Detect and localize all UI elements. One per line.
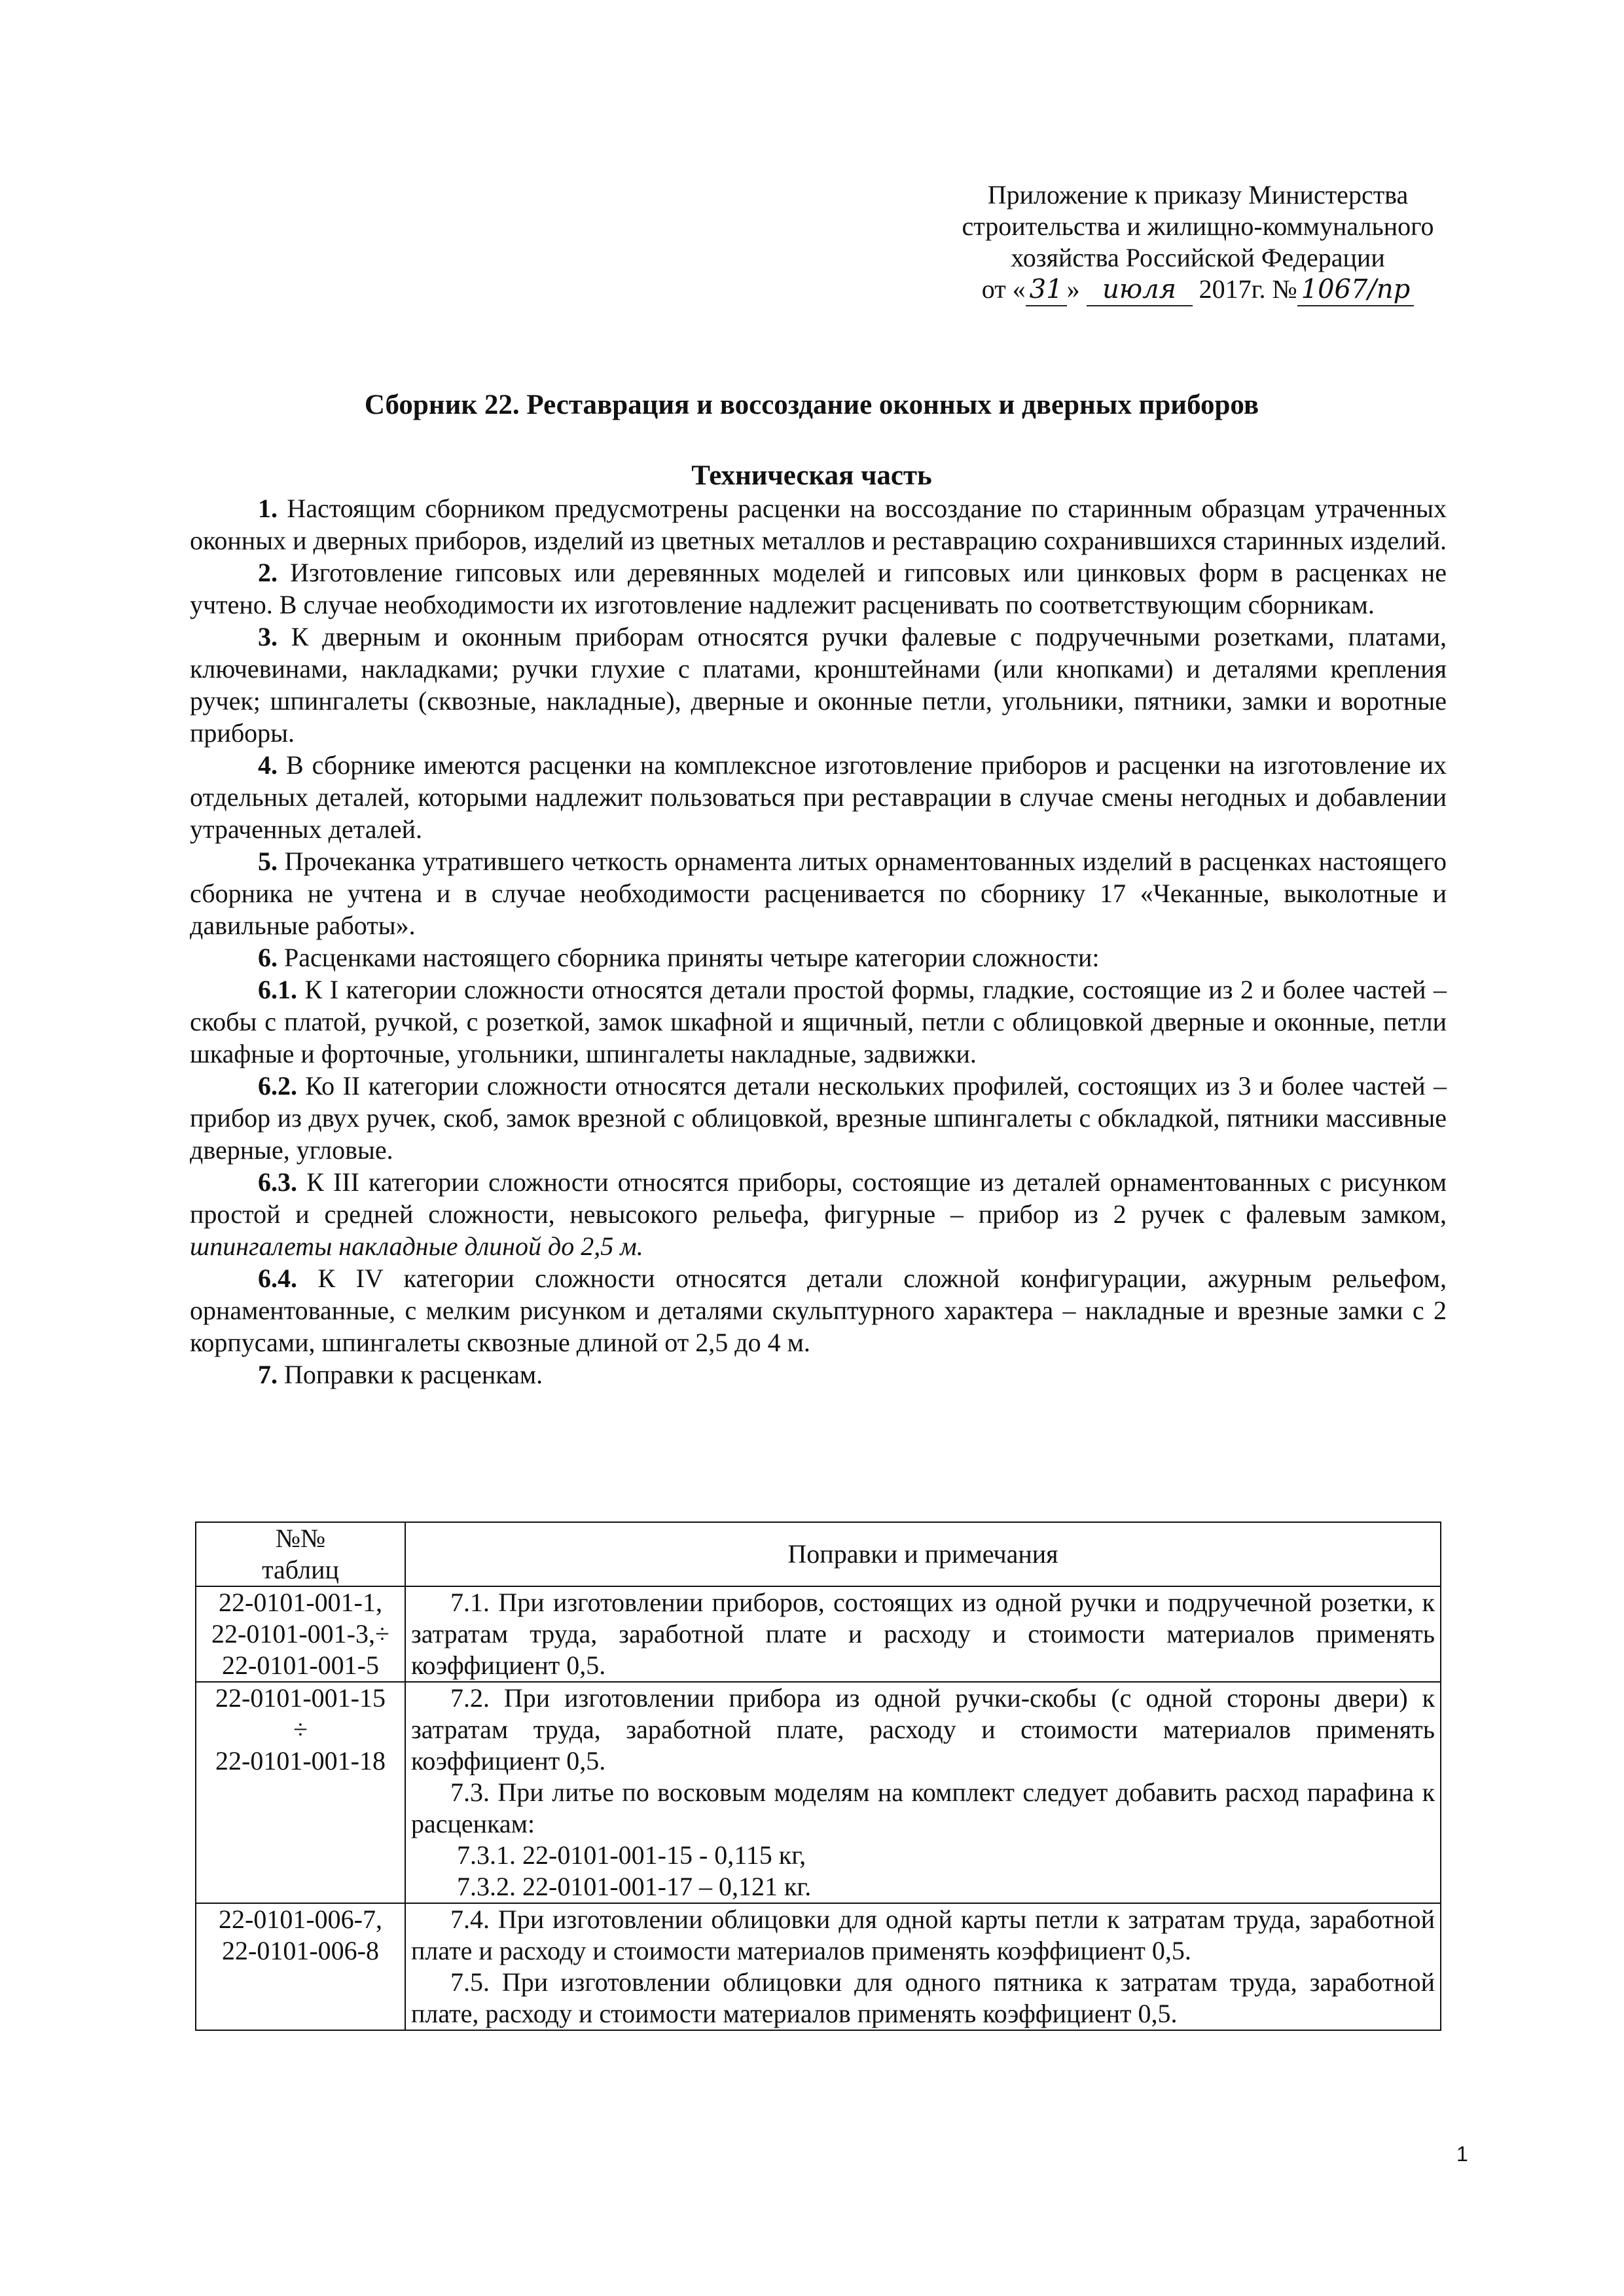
paragraph-number: 6.4.: [258, 1264, 297, 1293]
handwritten-month: июля: [1087, 274, 1193, 306]
table-numbers-cell: [196, 1903, 405, 2030]
note-text: 7.2. При изготовлении прибора из одной ручки-скобы (с одной стороны двери) к затратам труда, заработной плате, расходу и стоимости материалов применять коэффициент 0,5.: [411, 1683, 1435, 1776]
paragraph-text: Расценками настоящего сборника приняты четыре категории сложности:: [278, 943, 1100, 972]
paragraph-text: В сборнике имеются расценки на комплексное изготовление приборов и расценки на изготовление их отдельных деталей, которыми надлежит пользоваться при реставрации в случае смены негодных и добавлении утраченных деталей.: [190, 750, 1447, 844]
appendix-line-3: хозяйства Российской Федерации: [1011, 243, 1385, 272]
table-numbers-cell: [196, 1586, 405, 1682]
note-subitem: 7.3.2. 22-0101-001-17 – 0,121 кг.: [457, 1872, 812, 1901]
header-numbers-line-1: №№: [275, 1523, 326, 1553]
note-subitem: 7.3.1. 22-0101-001-15 - 0,115 кг,: [457, 1840, 806, 1870]
note-text: 7.5. При изготовлении облицовки для одного пятника к затратам труда, заработной плате, расходу и стоимости материалов применять коэффициент 0,5.: [411, 1967, 1435, 2028]
table-header-row: [196, 1522, 1441, 1586]
year-text: 2017г. №: [1199, 274, 1297, 304]
notes-cell: [405, 1903, 1441, 2030]
paragraph-text: Настоящим сборником предусмотрены расценки на воссоздание по старинным образцам утраченных оконных и дверных приборов, изделий из цветных металлов и реставрацию сохранившихся старинных изделий.: [190, 494, 1447, 555]
paragraph-text: К III категории сложности относятся приборы, состоящие из деталей орнаментованных с рисунком простой и средней сложности, невысокого рельефа, фигурные – прибор из 2 ручек с фалевым замком,: [190, 1167, 1447, 1229]
paragraph-number: 4.: [258, 750, 278, 780]
table-number: 22-0101-001-3,÷: [211, 1619, 389, 1649]
paragraph-text: К IV категории сложности относятся детали сложной конфигурации, ажурным рельефом, орнаментованные, с мелким рисунком и деталями скульптурного характера – накладные и врезные замки с 2 корпусами, шпингалеты сквозные длиной от 2,5 до 4 м.: [190, 1264, 1447, 1357]
paragraph-number: 6.3.: [258, 1167, 297, 1197]
paragraph-text: К дверным и оконным приборам относятся ручки фалевые с подручечными розетками, платами, ключевинами, накладками; ручки глухие с платами, кронштейнами (или кнопками) и деталями крепления ручек; шпингалеты (сквозные, накладные), дверные и оконные петли, угольники, пятники, замки и воротные приборы.: [190, 622, 1447, 748]
header-notes: Поправки и примечания: [405, 1522, 1441, 1586]
table-number: 22-0101-001-15: [215, 1683, 386, 1713]
paragraph-number: 7.: [258, 1360, 278, 1389]
table-numbers-cell: [196, 1682, 405, 1903]
document-title: Сборник 22. Реставрация и воссоздание оконных и дверных приборов: [364, 390, 1259, 420]
paragraph-text: Поправки к расценкам.: [278, 1360, 543, 1389]
paragraph-text: Прочеканка утратившего четкость орнамента литых орнаментованных изделий в расценках настоящего сборника не учтена и в случае необходимости расценивается по сборнику 17 «Чеканные, выколотные и давильные работы».: [190, 847, 1447, 940]
table-number: 22-0101-001-5: [222, 1650, 379, 1680]
table-number: 22-0101-001-1,: [219, 1588, 382, 1617]
table-number: 22-0101-001-18: [215, 1746, 386, 1776]
paragraph: [190, 845, 1447, 941]
paragraph-number: 6.1.: [258, 975, 297, 1004]
paragraph-number: 6.2.: [258, 1071, 297, 1101]
date-mid: »: [1066, 274, 1087, 304]
page-number: 1: [1456, 2142, 1468, 2166]
paragraph-number: 6.: [258, 943, 278, 972]
table-row: [196, 1586, 1441, 1682]
table-number: 22-0101-006-7,: [219, 1904, 382, 1934]
table-row: [196, 1903, 1441, 2030]
appendix-date-line: [916, 274, 1479, 306]
paragraph: [190, 749, 1447, 845]
paragraph-text: Изготовление гипсовых или деревянных моделей и гипсовых или цинковых форм в расценках не учтено. В случае необходимости их изготовление надлежит расценивать по соответствующим сборникам.: [190, 558, 1447, 619]
handwritten-order-number: 1067/пр: [1297, 274, 1415, 306]
paragraph: [190, 1262, 1447, 1358]
appendix-line-2: строительства и жилищно-коммунального: [962, 211, 1434, 241]
date-prefix: от «: [981, 274, 1026, 304]
corrections-table: [195, 1522, 1441, 2031]
paragraph: [190, 556, 1447, 621]
note-text: 7.1. При изготовлении приборов, состоящих из одной ручки и подручечной розетки, к затратам труда, заработной плате и расходу и стоимости материалов применять коэффициент 0,5.: [411, 1588, 1435, 1680]
paragraph-text: К I категории сложности относятся детали простой формы, гладкие, состоящие из 2 и более частей – скобы с платой, ручкой, с розеткой, замок шкафной и ящичный, петли с облицовкой дверные и оконные, петли шкафные и форточные, угольники, шпингалеты накладные, задвижки.: [190, 975, 1447, 1068]
paragraph: [190, 621, 1447, 749]
table-number: 22-0101-006-8: [222, 1936, 379, 1965]
paragraph: [190, 941, 1447, 974]
paragraph: [190, 1070, 1447, 1166]
paragraph-number: 2.: [258, 558, 278, 587]
technical-part-body: [190, 492, 1447, 1391]
section-title: Техническая часть: [691, 460, 932, 491]
paragraph: [190, 1166, 1447, 1262]
paragraph: [190, 492, 1447, 556]
paragraph: [190, 1358, 1447, 1391]
paragraph-number: 3.: [258, 622, 278, 651]
note-text: 7.4. При изготовлении облицовки для одной карты петли к затратам труда, заработной плате и расходу и стоимости материалов применять коэффициент 0,5.: [411, 1904, 1435, 1965]
table-number: ÷: [293, 1715, 308, 1744]
paragraph-number: 1.: [258, 494, 278, 523]
appendix-header: [916, 179, 1479, 306]
handwritten-day: 31: [1026, 274, 1067, 306]
paragraph-number: 5.: [258, 847, 278, 876]
paragraph-text-italic: шпингалеты накладные длиной до 2,5 м.: [190, 1231, 643, 1261]
table-row: [196, 1682, 1441, 1903]
note-text: 7.3. При литье по восковым моделям на комплект следует добавить расход парафина к расценкам:: [411, 1777, 1435, 1838]
notes-cell: [405, 1586, 1441, 1682]
paragraph-text: Ко II категории сложности относятся детали нескольких профилей, состоящих из 3 и более частей – прибор из двух ручек, скоб, замок врезной с облицовкой, врезные шпингалеты с обкладкой, пятники массивные дверные, угловые.: [190, 1071, 1447, 1165]
header-numbers-line-2: таблиц: [262, 1555, 339, 1584]
paragraph: [190, 974, 1447, 1070]
appendix-line-1: Приложение к приказу Министерства: [987, 180, 1409, 210]
notes-cell: [405, 1682, 1441, 1903]
header-table-numbers: [196, 1522, 405, 1586]
